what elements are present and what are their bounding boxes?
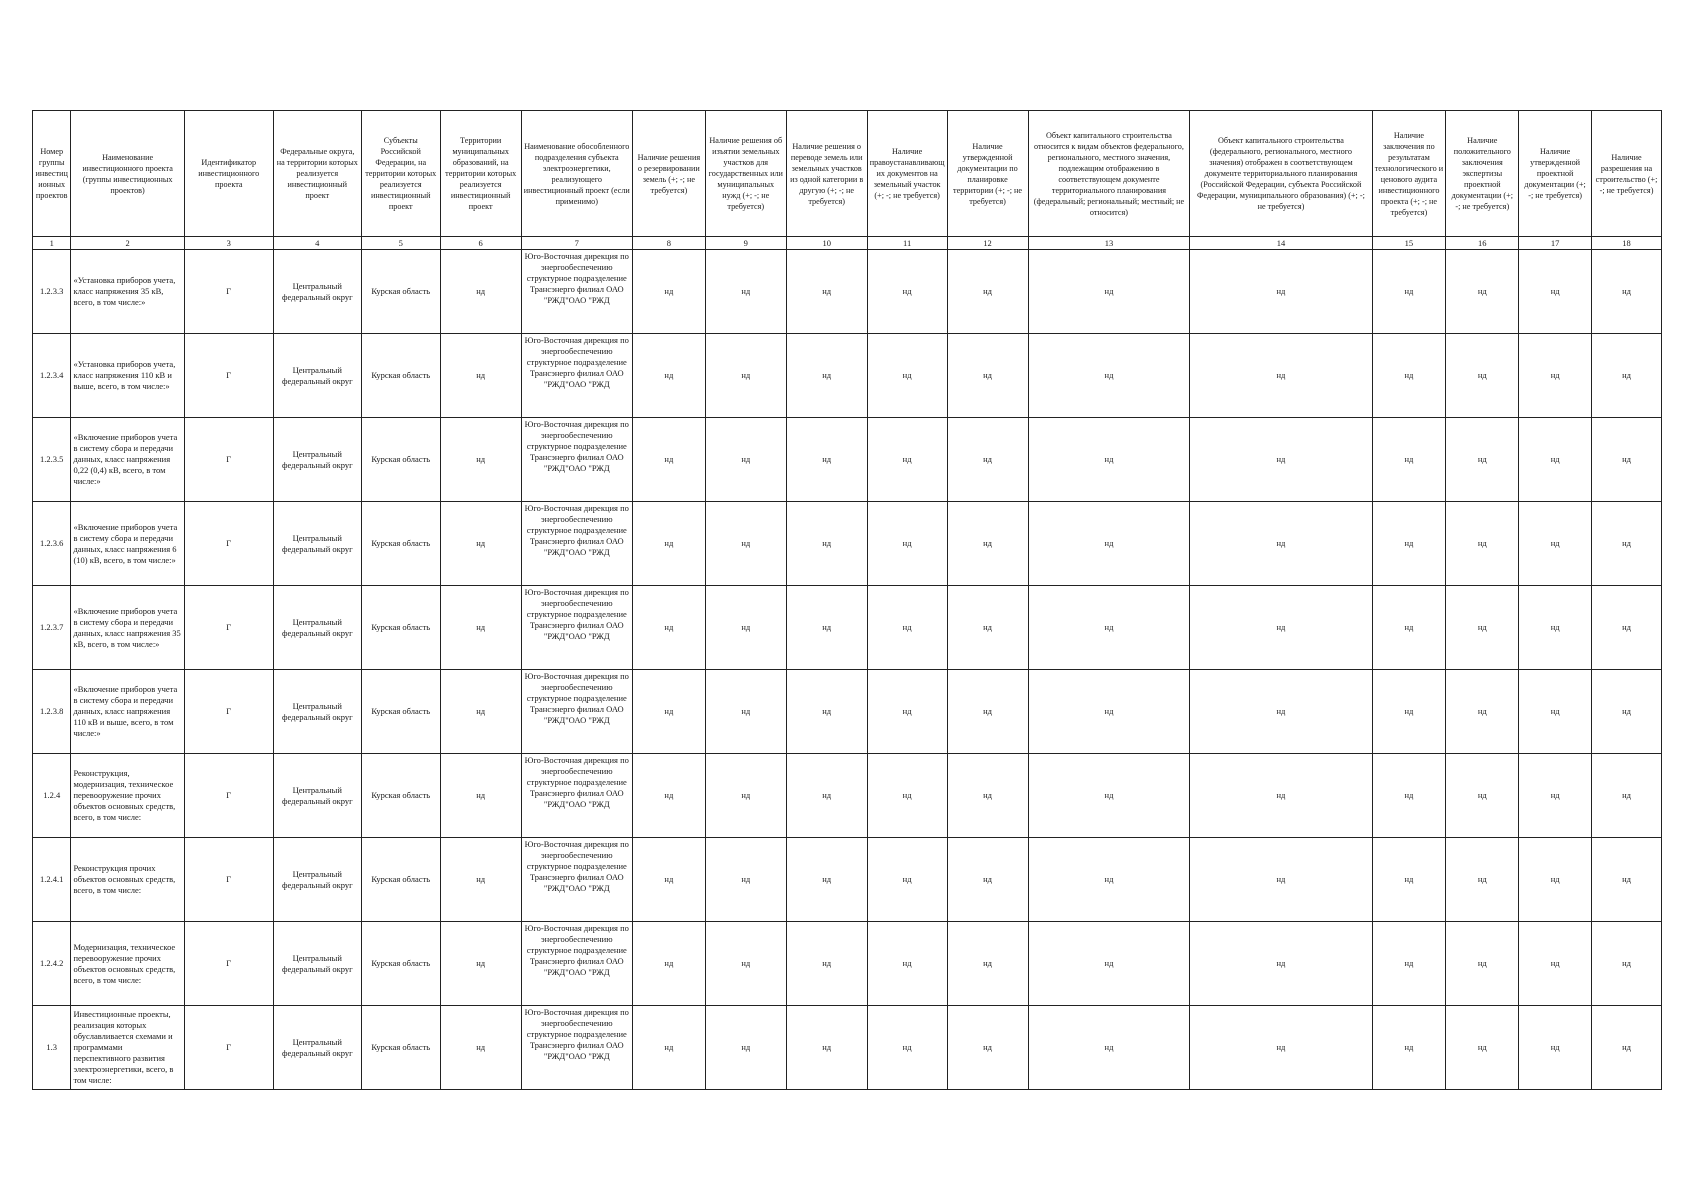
project-id-cell: Г (184, 1006, 273, 1090)
territorial-plan-cell: нд (1190, 250, 1372, 334)
column-number-17: 17 (1519, 237, 1592, 250)
group-number-cell: 1.2.3.5 (33, 418, 71, 502)
column-number-12: 12 (947, 237, 1028, 250)
federal-district-cell: Центральный федеральный округ (273, 1006, 361, 1090)
territorial-plan-cell: нд (1190, 418, 1372, 502)
column-header-18: Наличие разрешения на строительство (+; -; не требуется) (1592, 111, 1662, 237)
approved-design-docs-cell: нд (1519, 502, 1592, 586)
title-documents-cell: нд (867, 670, 947, 754)
planning-docs-cell: нд (947, 250, 1028, 334)
approved-design-docs-cell: нд (1519, 670, 1592, 754)
project-id-cell: Г (184, 418, 273, 502)
column-header-8: Наличие решения о резервировании земель (+; -; не требуется) (632, 111, 705, 237)
planning-docs-cell: нд (947, 754, 1028, 838)
title-documents-cell: нд (867, 922, 947, 1006)
audit-conclusion-cell: нд (1372, 250, 1446, 334)
land-reservation-cell: нд (632, 418, 705, 502)
land-transfer-cell: нд (786, 502, 867, 586)
audit-conclusion-cell: нд (1372, 922, 1446, 1006)
division-cell: Юго-Восточная дирекция по энергообеспечению структурное подразделение Трансэнерго филиал ОАО "РЖД"ОАО "РЖД (521, 922, 632, 1006)
title-documents-cell: нд (867, 838, 947, 922)
land-reservation-cell: нд (632, 1006, 705, 1090)
municipal-cell: нд (440, 754, 521, 838)
planning-docs-cell: нд (947, 586, 1028, 670)
territorial-plan-cell: нд (1190, 838, 1372, 922)
column-number-3: 3 (184, 237, 273, 250)
table-row (33, 418, 1662, 502)
land-transfer-cell: нд (786, 838, 867, 922)
column-header-9: Наличие решения об изъятии земельных участков для государственных или муниципальных нужд (+; -; не требуется) (705, 111, 786, 237)
approved-design-docs-cell: нд (1519, 838, 1592, 922)
object-significance-cell: нд (1028, 334, 1190, 418)
table-body (33, 250, 1662, 1090)
planning-docs-cell: нд (947, 922, 1028, 1006)
territorial-plan-cell: нд (1190, 586, 1372, 670)
investment-projects-table (32, 110, 1662, 1090)
federal-district-cell: Центральный федеральный округ (273, 502, 361, 586)
land-reservation-cell: нд (632, 670, 705, 754)
planning-docs-cell: нд (947, 838, 1028, 922)
column-header-10: Наличие решения о переводе земель или земельных участков из одной категории в другую (+; -; не требуется) (786, 111, 867, 237)
table-row (33, 334, 1662, 418)
object-significance-cell: нд (1028, 1006, 1190, 1090)
construction-permit-cell: нд (1592, 334, 1662, 418)
audit-conclusion-cell: нд (1372, 838, 1446, 922)
land-seizure-cell: нд (705, 754, 786, 838)
land-transfer-cell: нд (786, 418, 867, 502)
federal-district-cell: Центральный федеральный округ (273, 586, 361, 670)
expertise-conclusion-cell: нд (1446, 670, 1519, 754)
federal-district-cell: Центральный федеральный округ (273, 754, 361, 838)
column-header-14: Объект капитального строительства (федерального, регионального, местного значения) отображен в соответствующем документе территориального планирования (Российской Федерации, субъекта Российской Федерации, муниципального образования) (+; -; не требуется) (1190, 111, 1372, 237)
planning-docs-cell: нд (947, 418, 1028, 502)
column-header-1: Номер группы инвестиционных проектов (33, 111, 71, 237)
column-header-3: Идентификатор инвестиционного проекта (184, 111, 273, 237)
column-number-6: 6 (440, 237, 521, 250)
subject-cell: Курская область (361, 334, 440, 418)
land-transfer-cell: нд (786, 922, 867, 1006)
project-id-cell: Г (184, 586, 273, 670)
approved-design-docs-cell: нд (1519, 754, 1592, 838)
municipal-cell: нд (440, 334, 521, 418)
column-number-10: 10 (786, 237, 867, 250)
federal-district-cell: Центральный федеральный округ (273, 418, 361, 502)
municipal-cell: нд (440, 1006, 521, 1090)
land-reservation-cell: нд (632, 586, 705, 670)
expertise-conclusion-cell: нд (1446, 586, 1519, 670)
expertise-conclusion-cell: нд (1446, 334, 1519, 418)
column-number-1: 1 (33, 237, 71, 250)
construction-permit-cell: нд (1592, 922, 1662, 1006)
division-cell: Юго-Восточная дирекция по энергообеспечению структурное подразделение Трансэнерго филиал ОАО "РЖД"ОАО "РЖД (521, 334, 632, 418)
project-name-cell: «Включение приборов учета в систему сбора и передачи данных, класс напряжения 0,22 (0,4) кВ, всего, в том числе:» (71, 418, 184, 502)
group-number-cell: 1.2.4.1 (33, 838, 71, 922)
table-row (33, 1006, 1662, 1090)
column-number-8: 8 (632, 237, 705, 250)
expertise-conclusion-cell: нд (1446, 838, 1519, 922)
land-reservation-cell: нд (632, 502, 705, 586)
land-seizure-cell: нд (705, 250, 786, 334)
column-number-5: 5 (361, 237, 440, 250)
column-number-9: 9 (705, 237, 786, 250)
subject-cell: Курская область (361, 586, 440, 670)
table-header (33, 111, 1662, 250)
group-number-cell: 1.2.4.2 (33, 922, 71, 1006)
territorial-plan-cell: нд (1190, 1006, 1372, 1090)
construction-permit-cell: нд (1592, 838, 1662, 922)
land-transfer-cell: нд (786, 754, 867, 838)
table-row (33, 502, 1662, 586)
project-name-cell: «Установка приборов учета, класс напряжения 110 кВ и выше, всего, в том числе:» (71, 334, 184, 418)
land-reservation-cell: нд (632, 250, 705, 334)
table-row (33, 922, 1662, 1006)
project-name-cell: Модернизация, техническое перевооружение прочих объектов основных средств, всего, в том числе: (71, 922, 184, 1006)
federal-district-cell: Центральный федеральный округ (273, 922, 361, 1006)
title-documents-cell: нд (867, 1006, 947, 1090)
subject-cell: Курская область (361, 418, 440, 502)
construction-permit-cell: нд (1592, 754, 1662, 838)
land-transfer-cell: нд (786, 334, 867, 418)
municipal-cell: нд (440, 418, 521, 502)
project-name-cell: «Включение приборов учета в систему сбора и передачи данных, класс напряжения 110 кВ и выше, всего, в том числе:» (71, 670, 184, 754)
territorial-plan-cell: нд (1190, 334, 1372, 418)
column-number-11: 11 (867, 237, 947, 250)
table-row (33, 838, 1662, 922)
division-cell: Юго-Восточная дирекция по энергообеспечению структурное подразделение Трансэнерго филиал ОАО "РЖД"ОАО "РЖД (521, 250, 632, 334)
audit-conclusion-cell: нд (1372, 502, 1446, 586)
construction-permit-cell: нд (1592, 670, 1662, 754)
municipal-cell: нд (440, 670, 521, 754)
expertise-conclusion-cell: нд (1446, 922, 1519, 1006)
column-header-15: Наличие заключения по результатам технологического и ценового аудита инвестиционного проекта (+; -; не требуется) (1372, 111, 1446, 237)
division-cell: Юго-Восточная дирекция по энергообеспечению структурное подразделение Трансэнерго филиал ОАО "РЖД"ОАО "РЖД (521, 586, 632, 670)
approved-design-docs-cell: нд (1519, 1006, 1592, 1090)
project-name-cell: Реконструкция прочих объектов основных средств, всего, в том числе: (71, 838, 184, 922)
group-number-cell: 1.2.4 (33, 754, 71, 838)
construction-permit-cell: нд (1592, 502, 1662, 586)
approved-design-docs-cell: нд (1519, 922, 1592, 1006)
land-reservation-cell: нд (632, 334, 705, 418)
planning-docs-cell: нд (947, 334, 1028, 418)
table-row (33, 250, 1662, 334)
title-documents-cell: нд (867, 586, 947, 670)
land-seizure-cell: нд (705, 586, 786, 670)
project-name-cell: Инвестиционные проекты, реализация которых обуславливается схемами и программами перспективного развития электроэнергетики, всего, в том числе: (71, 1006, 184, 1090)
column-number-row (33, 237, 1662, 250)
audit-conclusion-cell: нд (1372, 334, 1446, 418)
object-significance-cell: нд (1028, 418, 1190, 502)
audit-conclusion-cell: нд (1372, 670, 1446, 754)
construction-permit-cell: нд (1592, 250, 1662, 334)
table-row (33, 670, 1662, 754)
subject-cell: Курская область (361, 670, 440, 754)
column-number-14: 14 (1190, 237, 1372, 250)
column-header-13: Объект капитального строительства относится к видам объектов федерального, регионального, местного значения, подлежащим отображению в соответствующем документе территориального планирования (федеральный; региональный; местный; не относится) (1028, 111, 1190, 237)
column-header-2: Наименование инвестиционного проекта (группы инвестиционных проектов) (71, 111, 184, 237)
project-id-cell: Г (184, 502, 273, 586)
division-cell: Юго-Восточная дирекция по энергообеспечению структурное подразделение Трансэнерго филиал ОАО "РЖД"ОАО "РЖД (521, 838, 632, 922)
land-transfer-cell: нд (786, 250, 867, 334)
land-seizure-cell: нд (705, 418, 786, 502)
audit-conclusion-cell: нд (1372, 754, 1446, 838)
subject-cell: Курская область (361, 754, 440, 838)
column-header-12: Наличие утвержденной документации по планировке территории (+; -; не требуется) (947, 111, 1028, 237)
object-significance-cell: нд (1028, 502, 1190, 586)
column-number-2: 2 (71, 237, 184, 250)
federal-district-cell: Центральный федеральный округ (273, 838, 361, 922)
audit-conclusion-cell: нд (1372, 418, 1446, 502)
object-significance-cell: нд (1028, 922, 1190, 1006)
construction-permit-cell: нд (1592, 418, 1662, 502)
object-significance-cell: нд (1028, 586, 1190, 670)
group-number-cell: 1.2.3.8 (33, 670, 71, 754)
division-cell: Юго-Восточная дирекция по энергообеспечению структурное подразделение Трансэнерго филиал ОАО "РЖД"ОАО "РЖД (521, 418, 632, 502)
column-number-13: 13 (1028, 237, 1190, 250)
land-transfer-cell: нд (786, 1006, 867, 1090)
division-cell: Юго-Восточная дирекция по энергообеспечению структурное подразделение Трансэнерго филиал ОАО "РЖД"ОАО "РЖД (521, 670, 632, 754)
municipal-cell: нд (440, 838, 521, 922)
territorial-plan-cell: нд (1190, 670, 1372, 754)
federal-district-cell: Центральный федеральный округ (273, 670, 361, 754)
subject-cell: Курская область (361, 1006, 440, 1090)
object-significance-cell: нд (1028, 250, 1190, 334)
header-row (33, 111, 1662, 237)
land-reservation-cell: нд (632, 838, 705, 922)
group-number-cell: 1.2.3.6 (33, 502, 71, 586)
project-name-cell: «Включение приборов учета в систему сбора и передачи данных, класс напряжения 6 (10) кВ, всего, в том числе:» (71, 502, 184, 586)
project-id-cell: Г (184, 334, 273, 418)
table-row (33, 754, 1662, 838)
object-significance-cell: нд (1028, 754, 1190, 838)
expertise-conclusion-cell: нд (1446, 754, 1519, 838)
column-header-4: Федеральные округа, на территории которых реализуется инвестиционный проект (273, 111, 361, 237)
group-number-cell: 1.2.3.3 (33, 250, 71, 334)
municipal-cell: нд (440, 502, 521, 586)
division-cell: Юго-Восточная дирекция по энергообеспечению структурное подразделение Трансэнерго филиал ОАО "РЖД"ОАО "РЖД (521, 502, 632, 586)
title-documents-cell: нд (867, 754, 947, 838)
column-header-6: Территории муниципальных образований, на территории которых реализуется инвестиционный проект (440, 111, 521, 237)
subject-cell: Курская область (361, 250, 440, 334)
federal-district-cell: Центральный федеральный округ (273, 334, 361, 418)
title-documents-cell: нд (867, 418, 947, 502)
column-number-18: 18 (1592, 237, 1662, 250)
planning-docs-cell: нд (947, 1006, 1028, 1090)
column-number-16: 16 (1446, 237, 1519, 250)
territorial-plan-cell: нд (1190, 754, 1372, 838)
municipal-cell: нд (440, 250, 521, 334)
land-seizure-cell: нд (705, 502, 786, 586)
object-significance-cell: нд (1028, 670, 1190, 754)
expertise-conclusion-cell: нд (1446, 1006, 1519, 1090)
project-name-cell: «Установка приборов учета, класс напряжения 35 кВ, всего, в том числе:» (71, 250, 184, 334)
land-transfer-cell: нд (786, 670, 867, 754)
column-header-16: Наличие положительного заключения экспертизы проектной документации (+; -; не требуется) (1446, 111, 1519, 237)
project-name-cell: Реконструкция, модернизация, техническое перевооружение прочих объектов основных средств, всего, в том числе: (71, 754, 184, 838)
title-documents-cell: нд (867, 502, 947, 586)
audit-conclusion-cell: нд (1372, 1006, 1446, 1090)
column-number-7: 7 (521, 237, 632, 250)
subject-cell: Курская область (361, 502, 440, 586)
title-documents-cell: нд (867, 250, 947, 334)
subject-cell: Курская область (361, 838, 440, 922)
project-id-cell: Г (184, 670, 273, 754)
territorial-plan-cell: нд (1190, 922, 1372, 1006)
land-reservation-cell: нд (632, 922, 705, 1006)
planning-docs-cell: нд (947, 502, 1028, 586)
group-number-cell: 1.2.3.4 (33, 334, 71, 418)
municipal-cell: нд (440, 922, 521, 1006)
approved-design-docs-cell: нд (1519, 334, 1592, 418)
group-number-cell: 1.3 (33, 1006, 71, 1090)
column-header-17: Наличие утвержденной проектной документации (+; -; не требуется) (1519, 111, 1592, 237)
land-seizure-cell: нд (705, 670, 786, 754)
project-name-cell: «Включение приборов учета в систему сбора и передачи данных, класс напряжения 35 кВ, всего, в том числе:» (71, 586, 184, 670)
audit-conclusion-cell: нд (1372, 586, 1446, 670)
column-header-7: Наименование обособленного подразделения субъекта электроэнергетики, реализующего инвестиционный проект (если применимо) (521, 111, 632, 237)
group-number-cell: 1.2.3.7 (33, 586, 71, 670)
federal-district-cell: Центральный федеральный округ (273, 250, 361, 334)
expertise-conclusion-cell: нд (1446, 250, 1519, 334)
approved-design-docs-cell: нд (1519, 586, 1592, 670)
planning-docs-cell: нд (947, 670, 1028, 754)
expertise-conclusion-cell: нд (1446, 418, 1519, 502)
expertise-conclusion-cell: нд (1446, 502, 1519, 586)
construction-permit-cell: нд (1592, 1006, 1662, 1090)
subject-cell: Курская область (361, 922, 440, 1006)
project-id-cell: Г (184, 838, 273, 922)
table-row (33, 586, 1662, 670)
object-significance-cell: нд (1028, 838, 1190, 922)
approved-design-docs-cell: нд (1519, 418, 1592, 502)
land-seizure-cell: нд (705, 1006, 786, 1090)
land-seizure-cell: нд (705, 922, 786, 1006)
column-header-5: Субъекты Российской Федерации, на территории которых реализуется инвестиционный проект (361, 111, 440, 237)
project-id-cell: Г (184, 250, 273, 334)
land-transfer-cell: нд (786, 586, 867, 670)
division-cell: Юго-Восточная дирекция по энергообеспечению структурное подразделение Трансэнерго филиал ОАО "РЖД"ОАО "РЖД (521, 754, 632, 838)
approved-design-docs-cell: нд (1519, 250, 1592, 334)
project-id-cell: Г (184, 754, 273, 838)
project-id-cell: Г (184, 922, 273, 1006)
column-number-15: 15 (1372, 237, 1446, 250)
municipal-cell: нд (440, 586, 521, 670)
title-documents-cell: нд (867, 334, 947, 418)
land-reservation-cell: нд (632, 754, 705, 838)
land-seizure-cell: нд (705, 838, 786, 922)
column-header-11: Наличие правоустанавливающих документов на земельный участок (+; -; не требуется) (867, 111, 947, 237)
column-number-4: 4 (273, 237, 361, 250)
division-cell: Юго-Восточная дирекция по энергообеспечению структурное подразделение Трансэнерго филиал ОАО "РЖД"ОАО "РЖД (521, 1006, 632, 1090)
construction-permit-cell: нд (1592, 586, 1662, 670)
land-seizure-cell: нд (705, 334, 786, 418)
territorial-plan-cell: нд (1190, 502, 1372, 586)
